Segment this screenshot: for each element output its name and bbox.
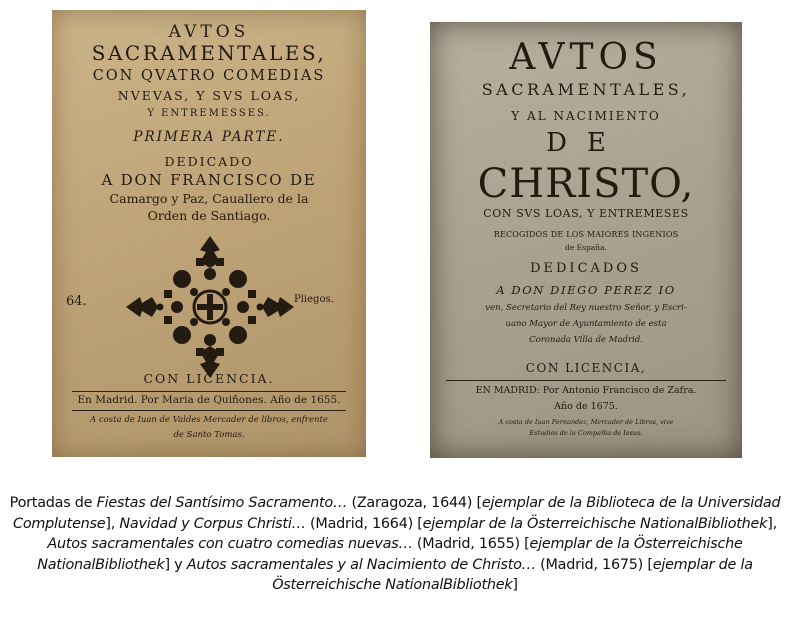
caption-text: (Madrid, 1664) [ bbox=[305, 515, 423, 532]
caption-text: ], bbox=[767, 515, 777, 532]
dedicatee-line: A DON DIEGO PEREZ IO bbox=[496, 283, 676, 297]
licence-line: CON LICENCIA. bbox=[143, 371, 275, 386]
caption-copy-note: ejemplar de la Österreichische NationalBibliothek bbox=[272, 556, 753, 593]
dedicatee-line: uano Mayor de Ayuntamiento de esta bbox=[505, 319, 667, 329]
caption-work-title: Autos sacramentales con cuatro comedias nuevas… bbox=[47, 536, 413, 552]
divider-rule bbox=[72, 391, 346, 392]
caption-text: (Madrid, 1655) [ bbox=[412, 536, 530, 552]
pliegos-label: Pliegos. bbox=[294, 294, 334, 305]
bookseller-line: Estudios de la Compañia de Iesus. bbox=[529, 429, 643, 437]
subtitle-line: CON SVS LOAS, Y ENTREMESES bbox=[483, 207, 689, 220]
subtitle-line: NVEVAS, Y SVS LOAS, bbox=[117, 88, 301, 103]
figure-caption bbox=[0, 493, 790, 596]
divider-rule bbox=[446, 380, 726, 381]
dedication-label: DEDICADO bbox=[164, 154, 254, 169]
caption-text: ] bbox=[512, 577, 518, 593]
caption-work-title: Navidad y Corpus Christi… bbox=[119, 515, 306, 532]
imprint-line: Año de 1675. bbox=[554, 401, 618, 412]
part-label: PRIMERA PARTE. bbox=[133, 129, 285, 145]
divider-rule bbox=[72, 410, 346, 411]
title-line: SACRAMENTALES, bbox=[481, 80, 691, 99]
dedication-label: DEDICADOS bbox=[530, 261, 642, 276]
bookseller-line: A costa de Iuan Fernandez, Mercader de Libros, vive bbox=[498, 418, 674, 426]
subtitle-line: de España. bbox=[565, 243, 607, 252]
caption-copy-note: ejemplar de la Österreichische NationalBibliothek bbox=[37, 536, 743, 573]
caption-text: ], bbox=[105, 515, 120, 532]
dedicatee-line: ven, Secretario del Rey nuestro Señor, y Escri- bbox=[485, 303, 687, 313]
title-line: CHRISTO, bbox=[477, 161, 695, 207]
subtitle-line: CON QVATRO COMEDIAS bbox=[92, 68, 326, 84]
title-line: AVTOS bbox=[509, 37, 663, 78]
imprint-line: EN MADRID: Por Antonio Francisco de Zafra. bbox=[475, 385, 697, 396]
caption-text: (Madrid, 1675) [ bbox=[535, 556, 653, 573]
caption-text: ] y bbox=[164, 556, 187, 573]
licence-line: CON LICENCIA, bbox=[525, 361, 647, 375]
imprint-line: En Madrid. Por Maria de Quiñones. Año de 1655. bbox=[77, 394, 341, 406]
caption-text: (Zaragoza, 1644) [ bbox=[347, 495, 482, 511]
caption-copy-note: ejemplar de la Österreichische NationalBibliothek bbox=[422, 515, 768, 532]
subtitle-line: RECOGIDOS DE LOS MAIORES INGENIOS bbox=[493, 230, 679, 239]
dedicatee-line: Orden de Santiago. bbox=[147, 208, 271, 223]
title-line: DE bbox=[546, 128, 626, 158]
title-line: SACRAMENTALES, bbox=[91, 41, 327, 65]
title-line: Y AL NACIMIENTO bbox=[511, 109, 661, 123]
caption-text: Portadas de bbox=[9, 495, 97, 511]
bookseller-line: de Santo Tomas. bbox=[173, 430, 245, 440]
bookseller-line: A costa de Iuan de Valdes Mercader de libros, enfrente bbox=[90, 415, 328, 425]
subtitle-line: Y ENTREMESSES. bbox=[147, 108, 271, 119]
dedicatee-line: A DON FRANCISCO DE bbox=[101, 171, 317, 189]
pliegos-count: 64. bbox=[66, 294, 87, 309]
caption-work-title: Autos sacramentales y al Nacimiento de Christo… bbox=[186, 556, 536, 573]
printers-ornament-icon bbox=[124, 232, 296, 382]
caption-copy-note: ejemplar de la Biblioteca de la Universidad Complutense bbox=[13, 495, 781, 532]
title-page-autos-al-nacimiento-1675 bbox=[430, 22, 742, 458]
caption-work-title: Fiestas del Santísimo Sacramento… bbox=[96, 495, 348, 511]
dedicatee-line: Coronada Villa de Madrid. bbox=[529, 335, 643, 345]
dedicatee-line: Camargo y Paz, Cauallero de la bbox=[109, 191, 309, 206]
title-page-autos-sacramentales-1655 bbox=[52, 10, 366, 457]
title-line: AVTOS bbox=[168, 22, 250, 42]
